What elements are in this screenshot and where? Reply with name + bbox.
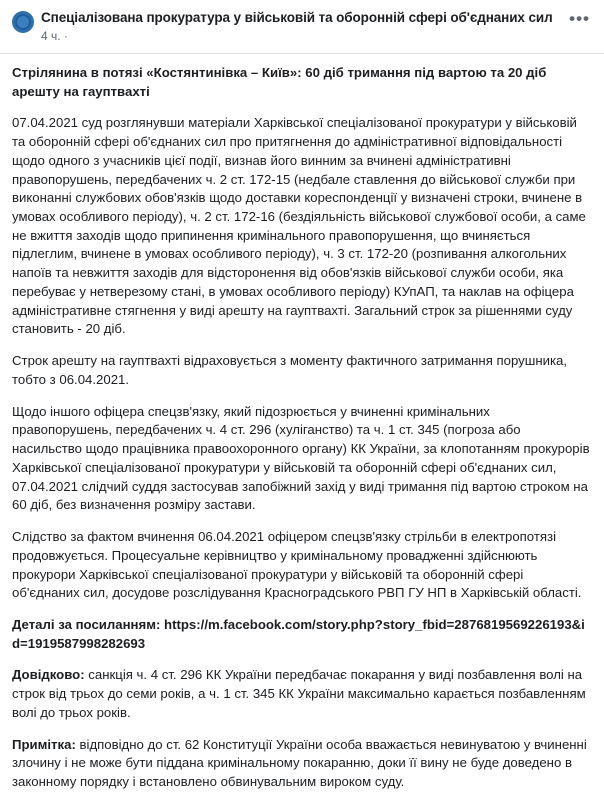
post-author-block — [41, 10, 561, 43]
post-paragraph-note — [12, 736, 592, 792]
post-header — [0, 0, 604, 47]
reference-label: Довідково: — [12, 667, 89, 683]
reference-text: санкція ч. 4 ст. 296 КК України передбачає покарання у виді позбавлення волі на строк від трьох до семи років, а ч. 1 ст. 345 КК України максимально карається позбавленням волі до трьох років. — [12, 667, 586, 720]
post-paragraph-reference — [12, 666, 592, 722]
post-paragraph-2: Строк арешту на гауптвахті відраховується з моменту фактичного затримання порушника, тобто з 06.04.2021. — [12, 353, 568, 387]
post-paragraph-1: 07.04.2021 суд розглянувши матеріали Харківської спеціалізованої прокуратури у військовій та оборонній сфері об'єднаних сил про притягнення до адміністративної відповідальності щодо одного з учасників цієї події, визнав його винним за вчинені адміністративні правопорушень, передбачених ч. 2 ст. 172-15 (недбале ставлення до військової служби при виконанні службових обов'язків щодо доставки кореспонденції у визначені строки, вчинене в умовах особливого періоду), ч. 2 ст. 172-16 (бездіяльність військової службової особи, а саме не вжиття заходів щодо припинення кримінального правопорушення, що вчиняється підлеглим, вчинене в умовах особливого періоду), ч. 3 ст. 172-20 (розпивання алкогольних напоїв та невжиття заходів для відсторонення від обов'язків військової служби особи, яка перебуває у нетверезому стані, в умовах особливого періоду) КУпАП, та наклав на офіцера адміністративне стягнення у виді арешту на гауптвахті. Загальний строк за рішеннями суду становить - 20 діб. — [12, 115, 586, 337]
details-label: Деталі за посиланням: — [12, 616, 165, 632]
post-headline — [12, 64, 592, 101]
post-paragraph-link — [12, 616, 592, 653]
note-text: відповідно до ст. 62 Конституції України особа вважається невинуватою у вчиненні злочину і не може бути піддана кримінальному покаранню, доки її вину не буде доведено в законному порядку і встановлено обвинувальним вироком суду. — [12, 736, 587, 790]
more-options-icon[interactable]: ••• — [569, 9, 590, 28]
avatar[interactable] — [12, 11, 34, 33]
post-paragraph-3: Щодо іншого офіцера спецзв'язку, який підозрюється у вчиненні кримінальних правопорушень, передбачених ч. 4 ст. 296 (хуліганство) та ч. 1 ст. 345 (погроза або насильство щодо працівника правоохоронного органу) КК України, за клопотанням прокурорів Харківської спеціалізованої прокуратури у військовій та оборонній сфері об'єднаних сил, 07.04.2021 слідчий суддя застосував запобіжний захід у виді тримання під вартою строком на 60 діб, без визначення розміру застави. — [12, 403, 590, 513]
post-paragraph-4: Слідство за фактом вчинення 06.04.2021 офіцером спецзв'язку стрільби в електропотязі продовжується. Процесуальне керівництво у кримінальному провадженні здійснюють прокурори Харківської спеціалізованої прокуратури у військовій та оборонній сфері об'єднаних сил, досудове розслідування Красноградського РВП ГУ НП в Харківській області. — [12, 529, 582, 601]
post-headline-text: Стрілянина в потязі «Костянтинівка – Київ»: 60 діб тримання під вартою та 20 діб арешту на гауптвахті — [12, 64, 547, 99]
note-label: Примітка: — [12, 736, 80, 752]
page-name-link[interactable]: Спеціалізована прокуратура у військовій та оборонній сфері об'єднаних сил — [41, 10, 553, 25]
post-timestamp[interactable]: 4 ч. · — [41, 28, 68, 43]
post-body — [0, 54, 604, 806]
post-external-link[interactable]: https://m.facebook.com/story.php?story_fbid=2876819569226193&id=1919587998282693 — [12, 616, 585, 651]
